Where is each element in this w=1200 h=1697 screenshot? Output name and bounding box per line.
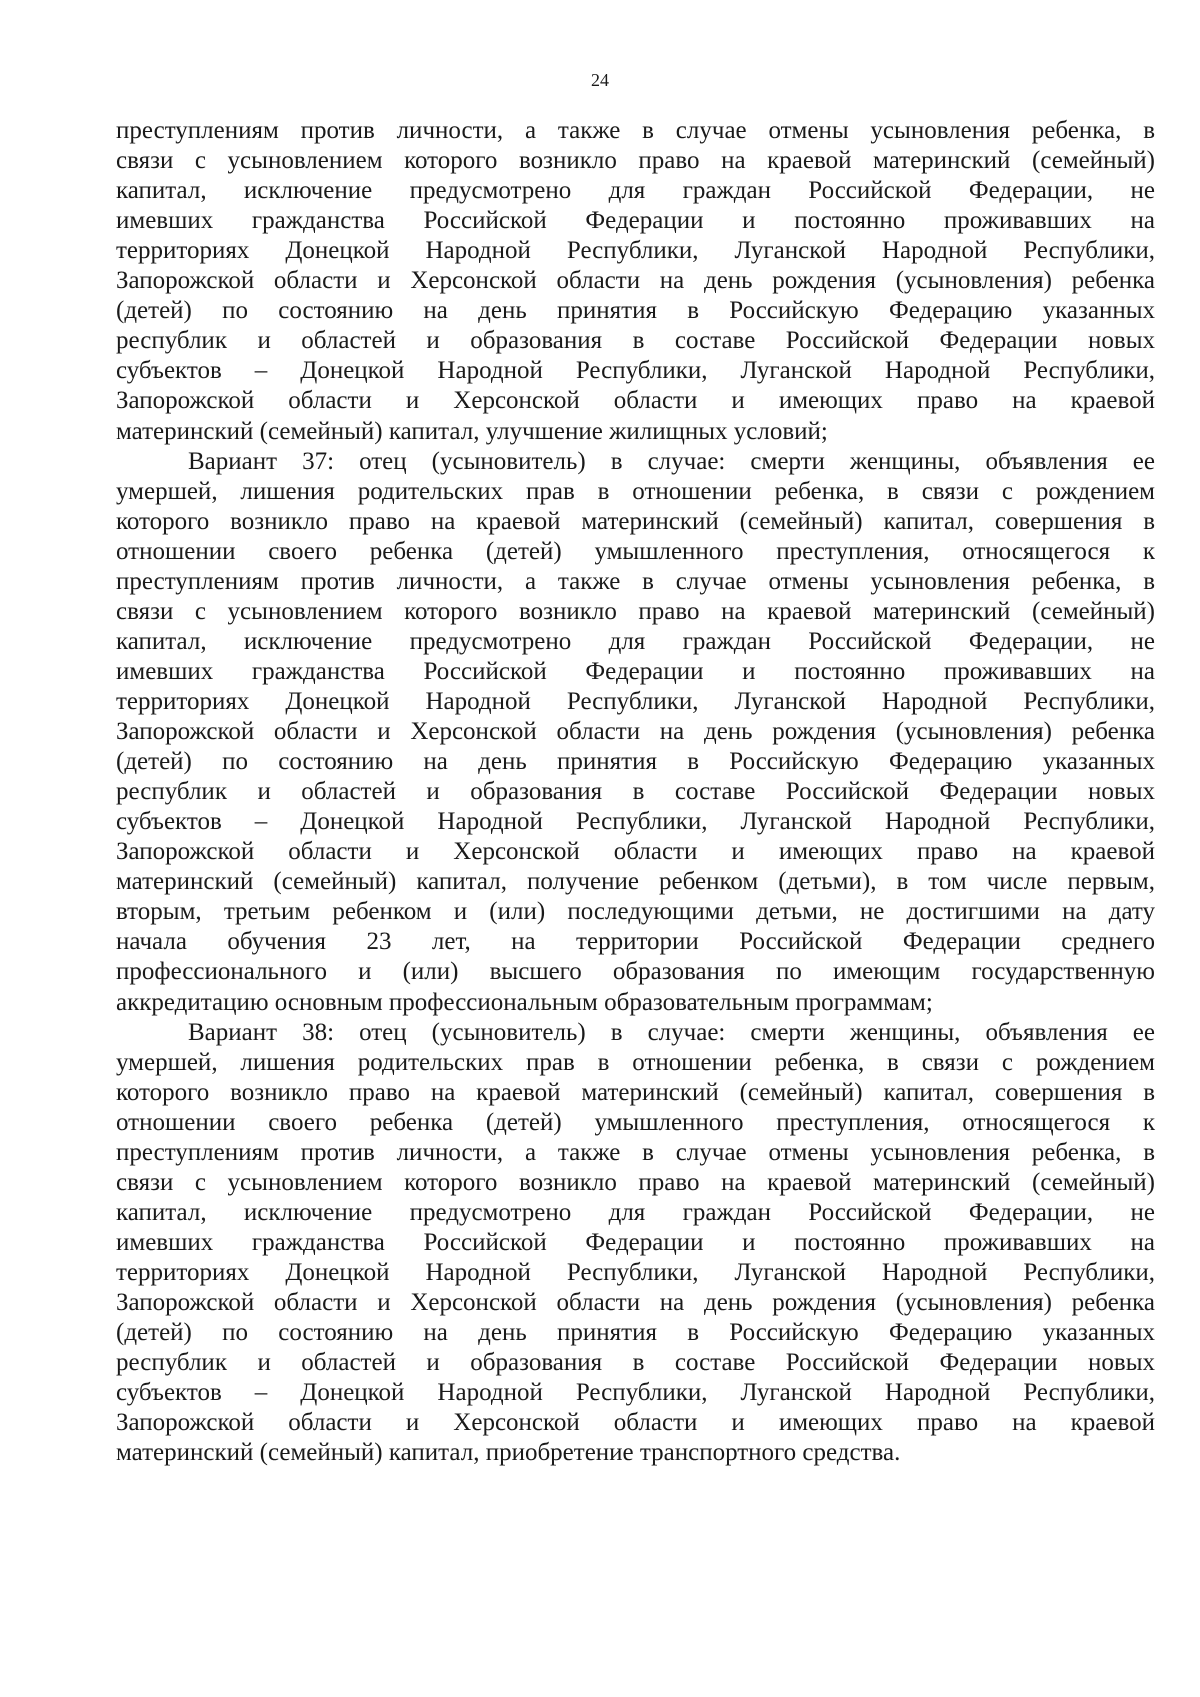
text-line: (детей) по состоянию на день принятия в Российскую Федерацию указанных [116, 297, 1155, 325]
text-line: преступлениям против личности, а также в случае отмены усыновления ребенка, в [116, 1138, 1155, 1166]
text-line: преступлениям против личности, а также в случае отмены усыновления ребенка, в [116, 567, 1155, 595]
text-line: материнский (семейный) капитал, приобретение транспортного средства. [116, 1439, 901, 1467]
text-line: субъектов – Донецкой Народной Республики, Луганской Народной Республики, [116, 808, 1155, 836]
text-line: капитал, исключение предусмотрено для граждан Российской Федерации, не [116, 1198, 1155, 1226]
text-line: Запорожской области и Херсонской области на день рождения (усыновления) ребенка [116, 267, 1155, 295]
text-line: связи с усыновлением которого возникло право на краевой материнский (семейный) [116, 1168, 1155, 1196]
text-line: имевших гражданства Российской Федерации и постоянно проживавших на [116, 1228, 1155, 1256]
text-line: Запорожской области и Херсонской области и имеющих право на краевой [116, 1409, 1155, 1437]
text-line: связи с усыновлением которого возникло право на краевой материнский (семейный) [116, 597, 1155, 625]
text-line: (детей) по состоянию на день принятия в Российскую Федерацию указанных [116, 748, 1155, 776]
text-line: отношении своего ребенка (детей) умышленного преступления, относящегося к [116, 537, 1155, 565]
text-line: республик и областей и образования в составе Российской Федерации новых [116, 327, 1155, 355]
text-line: капитал, исключение предусмотрено для граждан Российской Федерации, не [116, 627, 1155, 655]
text-line: Запорожской области и Херсонской области на день рождения (усыновления) ребенка [116, 718, 1155, 745]
text-line: имевших гражданства Российской Федерации и постоянно проживавших на [116, 657, 1155, 685]
text-line: Запорожской области и Херсонской области и имеющих право на краевой [116, 387, 1155, 415]
text-line: материнский (семейный) капитал, улучшение жилищных условий; [116, 417, 828, 445]
text-line: Запорожской области и Херсонской области на день рождения (усыновления) ребенка [116, 1289, 1155, 1316]
page-number: 24 [591, 70, 609, 90]
text-line: профессионального и (или) высшего образования по имеющим государственную [116, 958, 1155, 986]
text-line: субъектов – Донецкой Народной Республики, Луганской Народной Республики, [116, 357, 1155, 385]
text-line: которого возникло право на краевой материнский (семейный) капитал, совершения в [116, 507, 1155, 535]
text-line: умершей, лишения родительских прав в отношении ребенка, в связи с рождением [116, 1048, 1155, 1076]
text-line: умершей, лишения родительских прав в отношении ребенка, в связи с рождением [116, 477, 1155, 505]
text-line: преступлениям против личности, а также в случае отмены усыновления ребенка, в [116, 117, 1155, 144]
text-line: территориях Донецкой Народной Республики, Луганской Народной Республики, [116, 1258, 1155, 1286]
text-line: (детей) по состоянию на день принятия в Российскую Федерацию указанных [116, 1319, 1155, 1346]
text-line: которого возникло право на краевой материнский (семейный) капитал, совершения в [116, 1078, 1155, 1106]
text-line: Вариант 37: отец (усыновитель) в случае: смерти женщины, объявления ее [188, 447, 1155, 475]
text-line: Вариант 38: отец (усыновитель) в случае: смерти женщины, объявления ее [188, 1018, 1155, 1046]
text-line: начала обучения 23 лет, на территории Российской Федерации среднего [116, 928, 1155, 956]
text-line: имевших гражданства Российской Федерации и постоянно проживавших на [116, 207, 1155, 235]
text-line: отношении своего ребенка (детей) умышленного преступления, относящегося к [116, 1108, 1155, 1136]
text-line: Запорожской области и Херсонской области и имеющих право на краевой [116, 838, 1155, 866]
text-line: республик и областей и образования в составе Российской Федерации новых [116, 1349, 1155, 1376]
text-line: капитал, исключение предусмотрено для граждан Российской Федерации, не [116, 177, 1155, 205]
text-line: территориях Донецкой Народной Республики, Луганской Народной Республики, [116, 688, 1155, 715]
text-line: субъектов – Донецкой Народной Республики, Луганской Народной Республики, [116, 1379, 1155, 1407]
text-line: аккредитацию основным профессиональным образовательным программам; [116, 988, 933, 1016]
text-line: материнский (семейный) капитал, получение ребенком (детьми), в том числе первым, [116, 868, 1155, 896]
text-line: республик и областей и образования в составе Российской Федерации новых [116, 778, 1155, 806]
text-line: вторым, третьим ребенком и (или) последующими детьми, не достигшими на дату [116, 898, 1155, 926]
text-line: территориях Донецкой Народной Республики, Луганской Народной Республики, [116, 237, 1155, 265]
text-line: связи с усыновлением которого возникло право на краевой материнский (семейный) [116, 147, 1155, 175]
